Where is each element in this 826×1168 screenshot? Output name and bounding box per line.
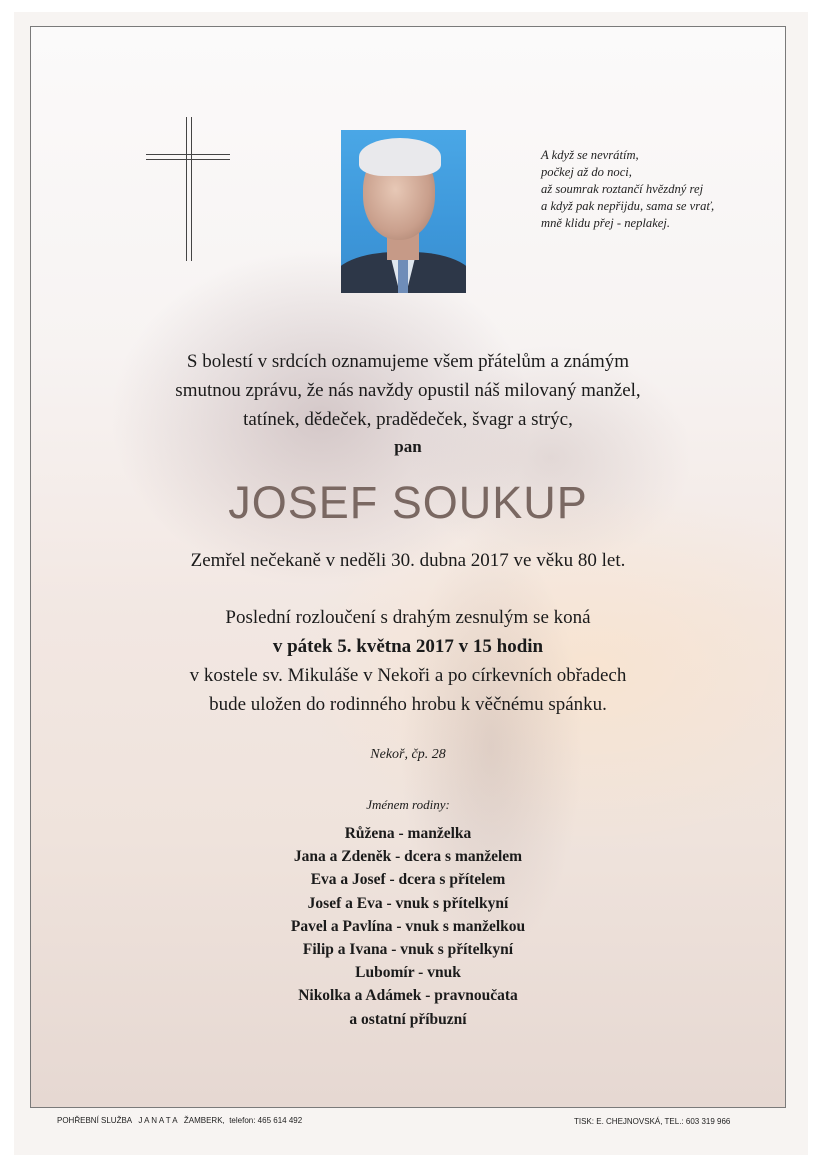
funeral-line: bude uložen do rodinného hrobu k věčnému spánku. [209,694,607,715]
footer-funeral-service: POHŘEBNÍ SLUŽBA J A N A T A ŽAMBERK, telefon: 465 614 492 [57,1116,303,1125]
intro-line: tatínek, dědeček, pradědeček, švagr a strýc, [243,409,573,430]
family-member: Jana a Zdeněk - dcera s manželem [293,848,523,866]
portrait-photo [341,130,466,293]
funeral-info [31,603,785,719]
family-member: Filip a Ivana - vnuk s přítelkyní [302,941,514,959]
poem-line: A když se nevrátím, [541,148,639,162]
funeral-line: v kostele sv. Mikuláše v Nekoři a po církevních obřadech [189,665,627,686]
poem-line: mně klidu přej - neplakej. [541,216,671,230]
family-label: Jménem rodiny: [366,797,450,812]
obituary-page [14,12,808,1155]
title-word: pan [394,437,422,456]
poem [541,147,771,232]
address: Nekoř, čp. 28 [370,747,446,762]
poem-line: až soumrak roztančí hvězdný rej [541,182,704,196]
family-list [31,822,785,1031]
announcement-intro [31,347,785,434]
poem-line: a když pak nepřijdu, sama se vrať, [541,199,715,213]
deceased-name: JOSEF SOUKUP [228,477,588,528]
family-member: Pavel a Pavlína - vnuk s manželkou [290,917,526,935]
family-member: Eva a Josef - dcera s přítelem [310,871,506,889]
funeral-date: v pátek 5. května 2017 v 15 hodin [272,636,544,657]
family-member: Růžena - manželka [344,825,472,842]
intro-line: S bolestí v srdcích oznamujeme všem přátelům a známým [186,351,630,372]
intro-line: smutnou zprávu, že nás navždy opustil náš milovaný manžel, [175,380,641,401]
obituary-frame [30,26,786,1108]
footer-print: TISK: E. CHEJNOVSKÁ, TEL.: 603 319 966 [574,1117,731,1126]
funeral-line: Poslední rozloučení s drahým zesnulým se koná [225,607,591,628]
family-member: a ostatní příbuzní [349,1010,467,1028]
family-member: Lubomír - vnuk [355,964,461,982]
death-line: Zemřel nečekaně v neděli 30. dubna 2017 ve věku 80 let. [190,550,626,571]
family-member: Josef a Eva - vnuk s přítelkyní [307,894,509,912]
poem-line: počkej až do noci, [541,165,632,179]
family-member: Nikolka a Adámek - pravnoučata [298,987,518,1005]
